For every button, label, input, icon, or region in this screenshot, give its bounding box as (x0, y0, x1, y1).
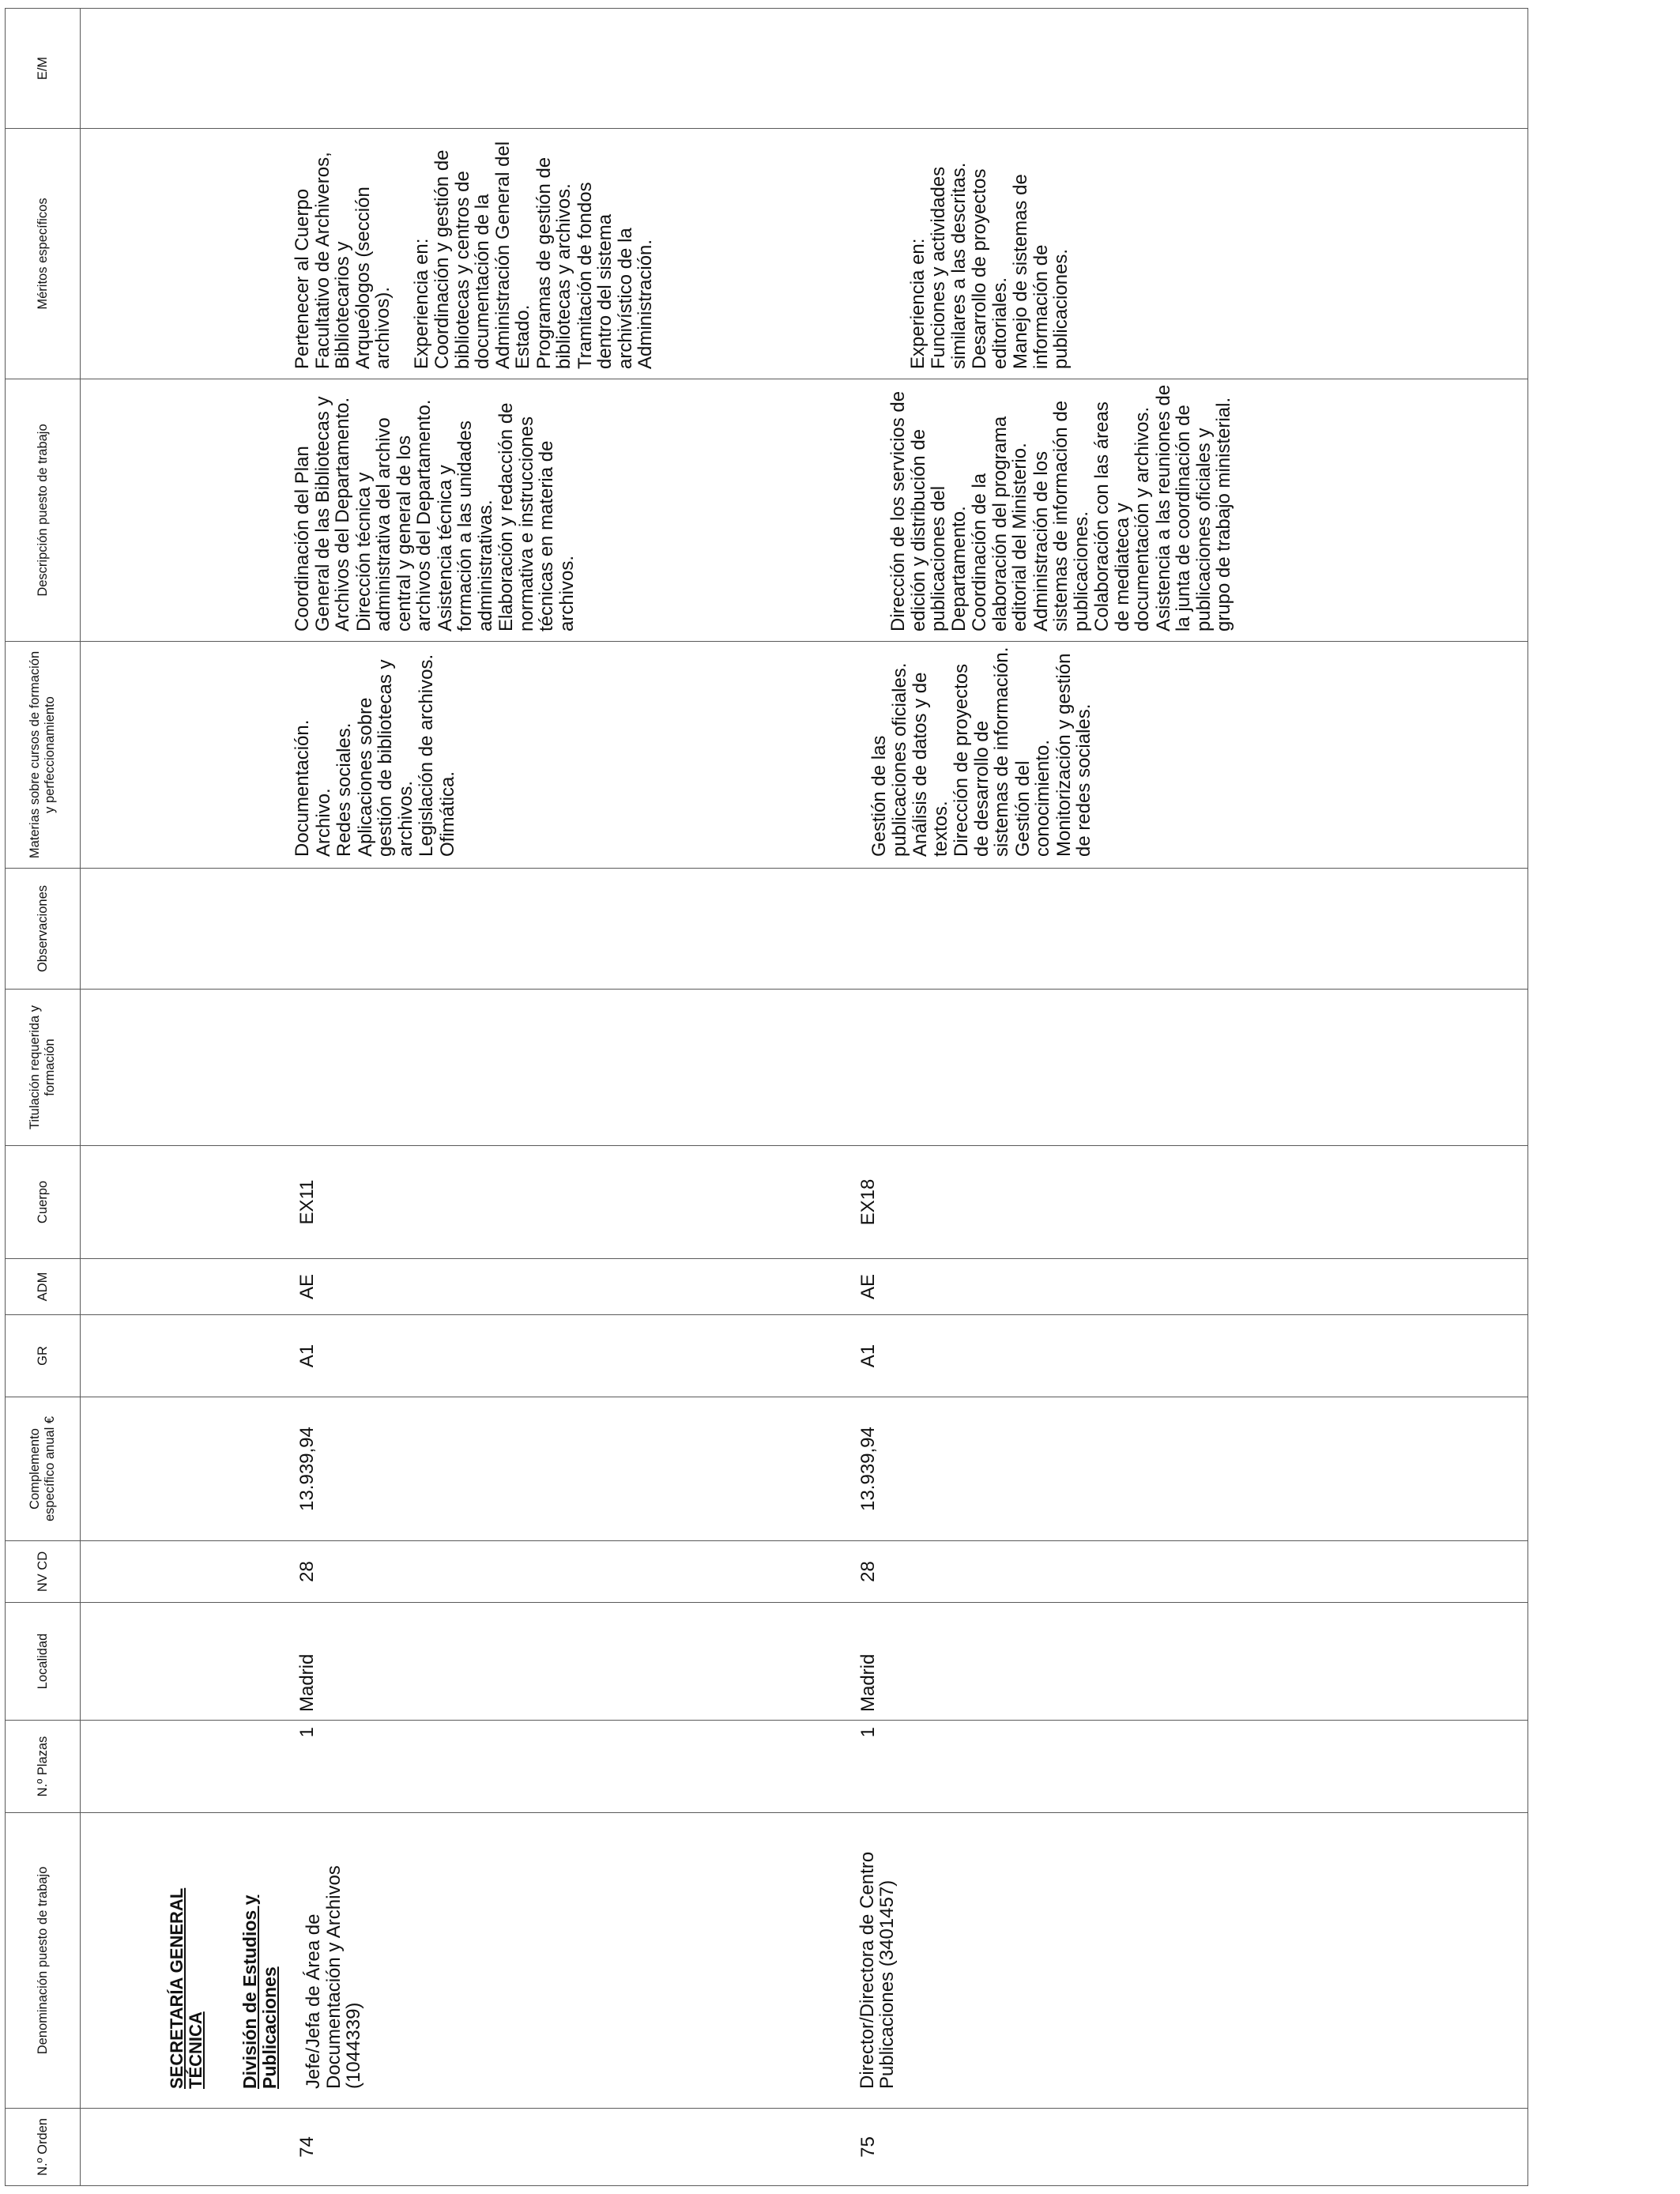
descripcion-item: Coordinación del Plan General de las Bibliotecas y Archivos del Departamento. (292, 396, 353, 631)
meritos-intro: Pertenecer al Cuerpo Facultativo de Archiveros, Bibliotecarios y Arqueólogos (sección archivos). (292, 152, 394, 369)
descripcion-item: Dirección técnica y administrativa del archivo central y general de los archivos del Departamento. (352, 399, 435, 631)
cell-nvcd (81, 1541, 1528, 1603)
denominacion-74: Jefe/Jefa de Área de Documentación y Archivos (1044339) (303, 1865, 364, 2089)
complemento-75: 13.939,94 (857, 1427, 879, 1511)
header-adm: ADM (6, 1259, 81, 1315)
nvcd-74: 28 (296, 1561, 318, 1582)
header-em: E/M (6, 9, 81, 129)
materia-item: Gestión del conocimiento. (1011, 739, 1053, 857)
cell-meritos (81, 129, 1528, 379)
meritos-experiencia: Experiencia en: (906, 238, 929, 369)
descripcion-item: Asistencia a las reuniones de la junta de coordinación de publicaciones oficiales y grupo de trabajo ministerial. (1152, 384, 1234, 631)
header-complemento: Complemento específico anual € (6, 1397, 81, 1541)
materia-item: Redes sociales. (333, 722, 355, 857)
cell-titulacion (81, 990, 1528, 1146)
descripcion-item: Elaboración y redacción de normativa e instrucciones técnicas en materia de archivos. (495, 402, 578, 631)
header-orden: N.º Orden (6, 2109, 81, 2186)
job-positions-table (5, 8, 1528, 2186)
meritos-experiencia: Experiencia en: (410, 238, 432, 369)
descripcion-item: Coordinación de la elaboración del programa editorial del Ministerio. (969, 416, 1030, 631)
header-nvcd: NV CD (6, 1541, 81, 1603)
header-cuerpo: Cuerpo (6, 1146, 81, 1259)
meritos-75 (657, 134, 1072, 369)
materia-item: Análisis de datos y de textos. (910, 672, 951, 857)
materias-74 (81, 647, 458, 857)
merito-item: Desarrollo de proyectos editoriales. (969, 168, 1011, 369)
merito-item: Programas de gestión de bibliotecas y archivos. (533, 156, 574, 369)
cell-plazas (81, 1721, 1528, 1813)
meritos-74 (81, 134, 656, 369)
table-body-row (81, 9, 1528, 2186)
merito-item: Funciones y actividades similares a las descritas. (928, 162, 970, 369)
merito-item: Tramitación de fondos dentro del sistema archivístico de la Administración. (574, 182, 656, 369)
cell-orden (81, 2109, 1528, 2186)
materia-item: Documentación. (292, 719, 313, 857)
orden-75: 75 (857, 2136, 879, 2158)
cell-denominacion (81, 1813, 1528, 2109)
gr-75: A1 (857, 1344, 879, 1368)
materia-item: Legislación de archivos. (416, 654, 437, 857)
header-titulacion: Titulación requerida y formación (6, 990, 81, 1146)
plazas-74: 1 (296, 1727, 318, 1738)
merito-item: Coordinación y gestión de bibliotecas y centros de documentación de la Administración General del Estado. (431, 141, 533, 369)
complemento-74: 13.939,94 (296, 1427, 318, 1511)
cuerpo-75: EX18 (857, 1178, 879, 1226)
materia-item: Gestión de las publicaciones oficiales. (868, 662, 910, 857)
cell-descripcion (81, 379, 1528, 642)
cell-cuerpo (81, 1146, 1528, 1259)
cell-complemento (81, 1397, 1528, 1541)
materia-item: Ofimática. (436, 771, 458, 857)
descripcion-item: Colaboración con las áreas de mediateca y documentación y archivos. (1091, 401, 1153, 631)
plazas-75: 1 (857, 1727, 879, 1738)
header-row (6, 9, 81, 2186)
adm-74: AE (296, 1274, 318, 1300)
merito-item: Manejo de sistemas de información de publicaciones. (1010, 174, 1072, 369)
header-descripcion: Descripción puesto de trabajo (6, 379, 81, 642)
localidad-74: Madrid (296, 1653, 318, 1712)
denominacion-75: Director/Directora de Centro Publicaciones (3401457) (856, 1851, 898, 2089)
cell-observaciones (81, 869, 1528, 990)
header-localidad: Localidad (6, 1603, 81, 1721)
materia-item: Aplicaciones sobre gestión de bibliotecas y archivos. (354, 659, 416, 857)
header-denominacion: Denominación puesto de trabajo (6, 1813, 81, 2109)
nvcd-75: 28 (857, 1561, 879, 1582)
descripcion-item: Administración de los sistemas de información de publicaciones. (1030, 400, 1092, 631)
spacer (394, 134, 412, 369)
orden-74: 74 (296, 2136, 318, 2158)
header-observaciones: Observaciones (6, 869, 81, 990)
cell-adm (81, 1259, 1528, 1315)
descripcion-74 (81, 384, 577, 631)
cuerpo-74: EX11 (296, 1179, 318, 1225)
cell-em (81, 9, 1528, 129)
materia-item: Dirección de proyectos de desarrollo de sistemas de información. (951, 647, 1012, 857)
gr-74: A1 (296, 1344, 318, 1368)
materia-item: Monitorización y gestión de redes sociales. (1053, 653, 1094, 857)
header-meritos: Méritos específicos (6, 129, 81, 379)
descripcion-item: Asistencia técnica y formación a las unidades administrativas. (434, 420, 496, 631)
cell-materias (81, 642, 1528, 869)
header-gr: GR (6, 1315, 81, 1397)
materia-item: Archivo. (312, 788, 334, 857)
materias-75 (458, 647, 1094, 857)
cell-localidad (81, 1603, 1528, 1721)
section-title: SECRETARÍA GENERAL TÉCNICA (167, 1887, 205, 2089)
descripcion-75 (578, 384, 1234, 631)
descripcion-item: Dirección de los servicios de edición y distribución de publicaciones del Departamento. (887, 390, 970, 631)
adm-75: AE (857, 1274, 879, 1300)
localidad-75: Madrid (857, 1653, 879, 1712)
header-materias: Materias sobre cursos de formación y perfeccionamiento (6, 642, 81, 869)
division-title: División de Estudios y Publicaciones (239, 1894, 280, 2089)
header-plazas: N.º Plazas (6, 1721, 81, 1813)
cell-gr (81, 1315, 1528, 1397)
